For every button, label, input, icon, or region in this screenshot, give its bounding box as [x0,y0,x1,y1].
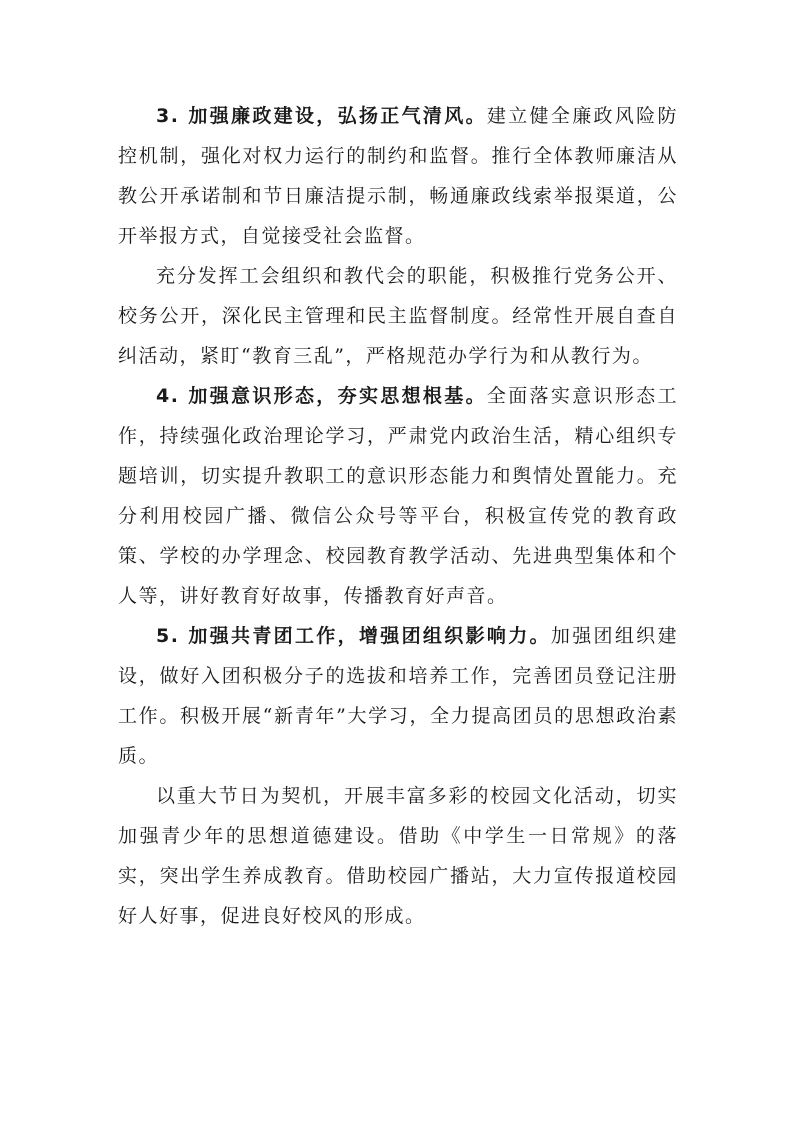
paragraph-youth-league [118,616,678,776]
paragraph-text: 充分发挥工会组织和教代会的职能，积极推行党务公开、校务公开，深化民主管理和民主监督制度。经常性开展自查自纠活动，紧盯“教育三乱”，严格规范办学行为和从教行为。 [118,265,678,367]
heading-youth-league: 5. 加强共青团工作，增强团组织影响力。 [156,625,551,647]
paragraph-union [118,256,678,376]
heading-integrity: 3. 加强廉政建设，弘扬正气清风。 [156,105,487,127]
paragraph-text: 建立健全廉政风险防控机制，强化对权力运行的制约和监督。推行全体教师廉洁从教公开承诺制和节日廉洁提示制，畅通廉政线索举报渠道，公开举报方式，自觉接受社会监督。 [118,105,678,247]
paragraph-text: 以重大节日为契机，开展丰富多彩的校园文化活动，切实加强青少年的思想道德建设。借助《中学生一日常规》的落实，突出学生养成教育。借助校园广播站，大力宣传报道校园好人好事，促进良好校风的形成。 [118,785,678,927]
paragraph-integrity [118,96,678,256]
paragraph-campus-culture [118,776,678,936]
document-body [118,96,678,936]
heading-ideology: 4. 加强意识形态，夯实思想根基。 [156,385,487,407]
paragraph-text: 加强团组织建设，做好入团积极分子的选拔和培养工作，完善团员登记注册工作。积极开展“新青年”大学习，全力提高团员的思想政治素质。 [118,625,678,767]
paragraph-ideology [118,376,678,616]
paragraph-text: 全面落实意识形态工作，持续强化政治理论学习，严肃党内政治生活，精心组织专题培训，切实提升教职工的意识形态能力和舆情处置能力。充分利用校园广播、微信公众号等平台，积极宣传党的教育政策、学校的办学理念、校园教育教学活动、先进典型集体和个人等，讲好教育好故事，传播教育好声音。 [118,385,678,607]
